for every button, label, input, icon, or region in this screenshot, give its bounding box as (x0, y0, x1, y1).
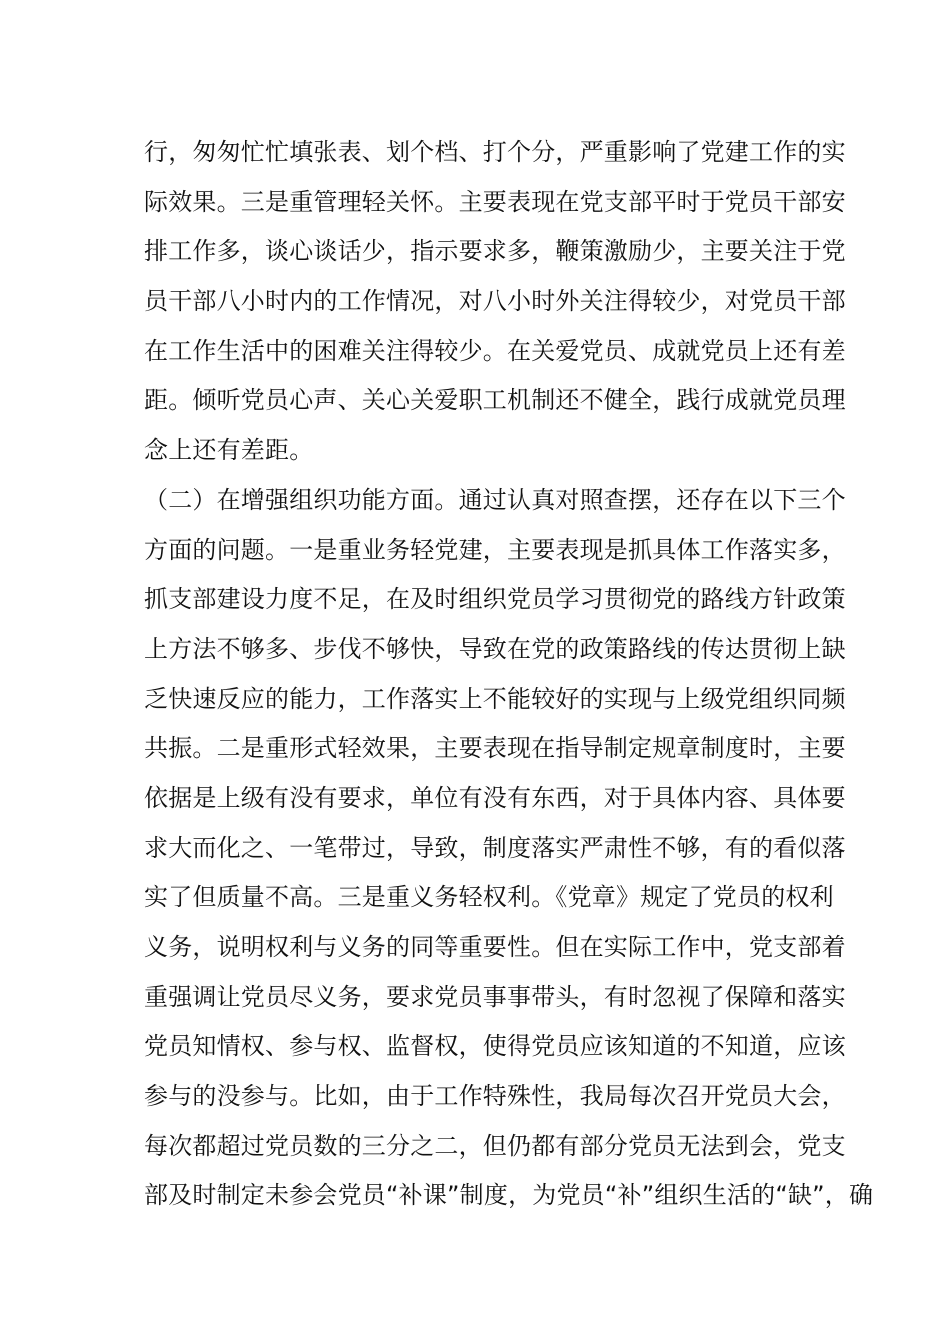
text-line: 员干部八小时内的工作情况，对八小时外关注得较少，对党员干部 (144, 287, 846, 316)
text-line: 上方法不够多、步伐不够快，导致在党的政策路线的传达贯彻上缺 (144, 634, 846, 663)
text-line: 参与的没参与。比如，由于工作特殊性，我局每次召开党员大会， (144, 1082, 846, 1111)
body-text (144, 128, 874, 1221)
text-line: 党员知情权、参与权、监督权，使得党员应该知道的不知道，应该 (144, 1032, 846, 1061)
text-line: 义务，说明权利与义务的同等重要性。但在实际工作中，党支部着 (144, 933, 846, 961)
text-line: 距。倾听党员心声、关心关爱职工机制还不健全，践行成就党员理 (144, 386, 846, 415)
text-line: 在工作生活中的困难关注得较少。在关爱党员、成就党员上还有差 (144, 336, 846, 365)
section-heading-line: （二）在增强组织功能方面。通过认真对照查摆，还存在以下三个 (144, 485, 846, 514)
text-line: 依据是上级有没有要求，单位有没有东西，对于具体内容、具体要 (144, 783, 846, 812)
text-line: 部及时制定未参会党员“补课”制度，为党员“补”组织生活的“缺”，确 (144, 1181, 874, 1210)
text-line: 行，匆匆忙忙填张表、划个档、打个分，严重影响了党建工作的实 (144, 138, 846, 166)
text-line: 际效果。三是重管理轻关怀。主要表现在党支部平时于党员干部安 (144, 187, 846, 216)
text-line: 每次都超过党员数的三分之二，但仍都有部分党员无法到会，党支 (144, 1131, 846, 1160)
text-line: 抓支部建设力度不足，在及时组织党员学习贯彻党的路线方针政策 (144, 585, 846, 614)
text-line: 排工作多，谈心谈话少，指示要求多，鞭策激励少，主要关注于党 (144, 237, 846, 266)
text-line: 方面的问题。一是重业务轻党建，主要表现是抓具体工作落实多， (144, 535, 846, 564)
text-line: 实了但质量不高。三是重义务轻权利。《党章》规定了党员的权利 (144, 883, 834, 912)
text-line: 乏快速反应的能力，工作落实上不能较好的实现与上级党组织同频 (144, 684, 846, 713)
text-line: 念上还有差距。 (144, 436, 314, 465)
text-line: 重强调让党员尽义务，要求党员事事带头，有时忽视了保障和落实 (144, 982, 846, 1011)
text-line: 求大而化之、一笔带过，导致，制度落实严肃性不够，有的看似落 (144, 833, 846, 862)
text-line: 共振。二是重形式轻效果，主要表现在指导制定规章制度时，主要 (144, 734, 846, 763)
